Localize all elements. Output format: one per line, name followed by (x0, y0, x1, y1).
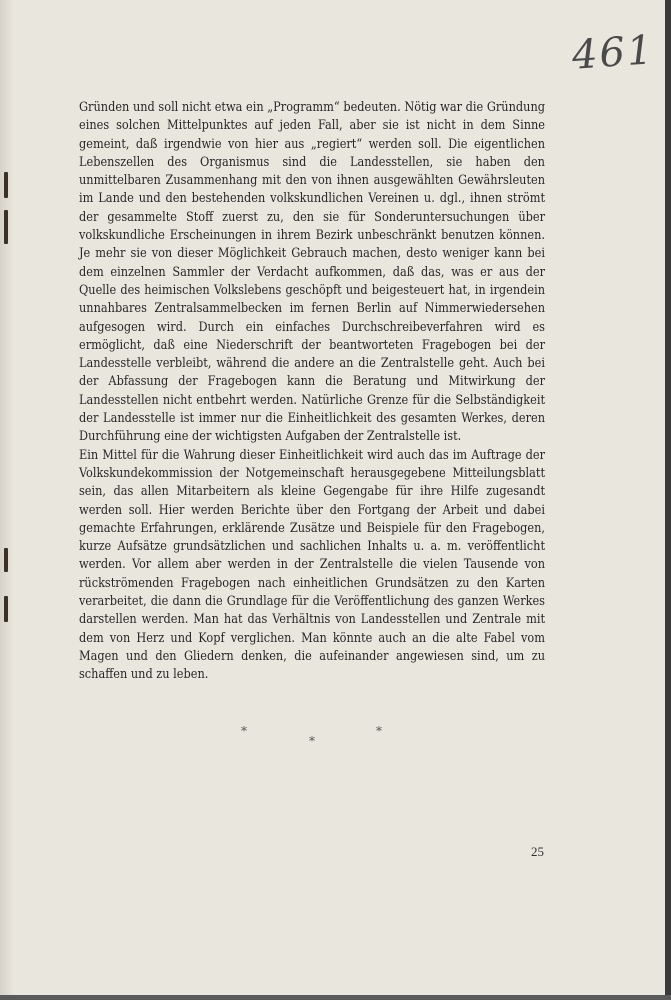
handwritten-folio-number: 461 (570, 27, 656, 79)
scan-edge-right (665, 0, 671, 1000)
binding-thread-mark (4, 596, 8, 622)
asterisk-ornament: * (376, 724, 382, 738)
paragraph: Gründen und soll nicht etwa ein „Programm“ bedeuten. Nötig war die Gründung eines solchen Mittelpunktes auf jeden Fall, aber sie ist nicht in dem Sinne gemeint, daß irgendwie von hier aus „regiert“ werden soll. Die eigentlichen Lebenszellen des Organismus sind die Landesstellen, sie haben den unmittelbaren Zusammenhang mit den von ihnen ausgewählten Gewährsleuten im Lande und den bestehenden volkskundlichen Vereinen u. dgl., ihnen strömt der gesammelte Stoff zuerst zu, den sie für Sonderuntersuchungen über volkskundliche Erscheinungen in ihrem Bezirk unbeschränkt benutzen können. Je mehr sie von dieser Möglichkeit Gebrauch machen, desto weniger kann bei dem einzelnen Sammler der Verdacht aufkommen, daß das, was er aus der Quelle des heimischen Volkslebens geschöpft und beigesteuert hat, in irgendein unnahbares Zentralsammelbecken im fernen Berlin auf Nimmerwiedersehen aufgesogen wird. Durch ein einfaches Durchschreibeverfahren wird es ermöglicht, daß eine Niederschrift der beantworteten Fragebogen bei der Landesstelle verbleibt, während die andere an die Zentralstelle geht. Auch bei der Abfassung der Fragebogen kann die Beratung und Mitwirkung der Landesstellen nicht entbehrt werden. Natürliche Grenze für die Selbständigkeit der Landesstelle ist immer nur die Einheitlichkeit des gesamten Werkes, deren Durchführung eine der wichtigsten Aufgaben der Zentralstelle ist. (79, 99, 545, 444)
page-number: 25 (531, 844, 544, 859)
binding-thread-mark (4, 172, 8, 198)
asterisk-ornament: * (309, 734, 315, 748)
body-text (79, 98, 545, 684)
paragraph: Ein Mittel für die Wahrung dieser Einheitlichkeit wird auch das im Auftrage der Volkskundekommission der Notgemeinschaft herausgegebene Mitteilungsblatt sein, das allen Mitarbeitern als kleine Gegengabe für ihre Hilfe zugesandt werden soll. Hier werden Berichte über den Fortgang der Arbeit und dabei gemachte Erfahrungen, erklärende Zusätze und Beispiele für den Fragebogen, kurze Aufsätze grundsätzlichen und sachlichen Inhalts u. a. m. veröffentlicht werden. Vor allem aber werden in der Zentralstelle die vielen Tausende von rückströmenden Fragebogen nach einheitlichen Grundsätzen zu den Karten verarbeitet, die dann die Grundlage für die Veröffentlichung des ganzen Werkes darstellen werden. Man hat das Verhältnis von Landesstellen und Zentrale mit dem von Herz und Kopf verglichen. Man könnte auch an die alte Fabel vom Magen und den Gliedern denken, die aufeinander angewiesen sind, um zu schaffen und zu leben. (79, 446, 545, 682)
page-gutter-shadow (0, 0, 14, 1000)
binding-thread-mark (4, 210, 8, 244)
scan-edge-bottom (0, 995, 671, 1000)
asterisk-ornament: * (241, 724, 247, 738)
binding-thread-mark (4, 548, 8, 572)
section-ornament (0, 724, 671, 754)
